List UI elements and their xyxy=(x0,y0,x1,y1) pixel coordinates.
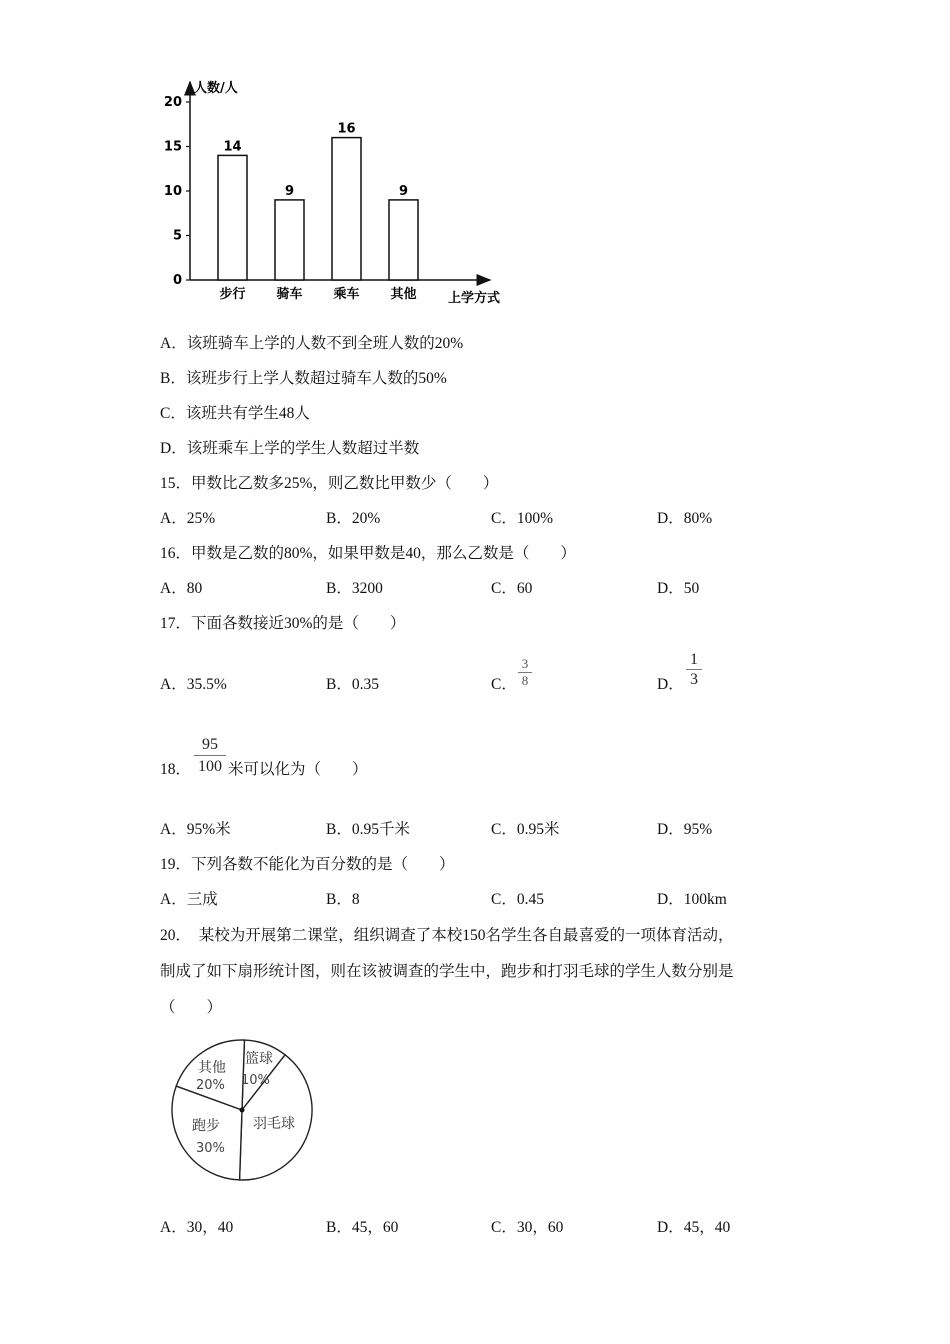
q18-prefix: 18． xyxy=(160,761,192,778)
bar-1 xyxy=(218,155,247,280)
fraction-denominator: 8 xyxy=(518,672,532,689)
q18-fraction xyxy=(194,734,226,777)
q14-option-d[interactable]: D．该班乘车上学的学生人数超过半数 xyxy=(160,440,420,457)
fraction-denominator: 3 xyxy=(686,669,702,689)
q18-option-a[interactable]: A．95%米 xyxy=(160,821,231,838)
x-category-label: 步行 xyxy=(219,287,246,302)
q15-option-b[interactable]: B．20% xyxy=(326,510,381,527)
q20-option-d[interactable]: D．45，40 xyxy=(657,1219,731,1236)
q17-option-d[interactable]: D． xyxy=(657,676,684,693)
x-category-label: 骑车 xyxy=(276,287,303,302)
q15-option-a[interactable]: A．25% xyxy=(160,510,216,527)
q20-option-c[interactable]: C．30，60 xyxy=(491,1219,564,1236)
fraction-denominator: 100 xyxy=(194,755,226,777)
y-tick-label: 0 xyxy=(172,273,182,288)
q16-option-d[interactable]: D．50 xyxy=(657,580,700,597)
q18-option-b[interactable]: B．0.95千米 xyxy=(326,821,410,838)
q14-option-c[interactable]: C．该班共有学生48人 xyxy=(160,405,310,422)
q18-option-c[interactable]: C．0.95米 xyxy=(491,821,560,838)
x-axis-label: 上学方式 xyxy=(448,291,501,306)
pie-center-dot xyxy=(240,1108,245,1113)
fraction-numerator: 95 xyxy=(202,736,218,753)
q15-option-d[interactable]: D．80% xyxy=(657,510,713,527)
bar-data-label: 14 xyxy=(223,139,242,155)
q17-option-b[interactable]: B．0.35 xyxy=(326,676,379,693)
q16-option-a[interactable]: A．80 xyxy=(160,580,203,597)
q16-option-b[interactable]: B．3200 xyxy=(326,580,383,597)
pie-label-badminton: 羽毛球 xyxy=(253,1116,295,1132)
q17-option-c[interactable]: C． xyxy=(491,676,517,693)
bar-data-label: 9 xyxy=(284,183,295,199)
q19-option-c[interactable]: C．0.45 xyxy=(491,891,544,908)
bar-chart xyxy=(160,72,520,312)
y-tick-label: 20 xyxy=(163,95,182,110)
pie-pct-other: 20% xyxy=(196,1078,225,1093)
q20-stem-line-2: 制成了如下扇形统计图，则在该被调查的学生中，跑步和打羽毛球的学生人数分别是 xyxy=(160,963,734,980)
pie-chart xyxy=(168,1036,318,1186)
q14-option-a[interactable]: A．该班骑车上学的人数不到全班人数的20% xyxy=(160,335,464,352)
pie-label-basketball: 篮球 xyxy=(245,1051,273,1067)
q15-option-c[interactable]: C．100% xyxy=(491,510,554,527)
q20-stem-line-3: （ ） xyxy=(160,999,223,1016)
q14-option-b[interactable]: B．该班步行上学人数超过骑车人数的50% xyxy=(160,370,447,387)
q16-stem: 16．甲数是乙数的80%，如果甲数是40，那么乙数是（ ） xyxy=(160,545,576,562)
q19-option-b[interactable]: B．8 xyxy=(326,891,360,908)
q17-fraction-d xyxy=(686,650,702,689)
pie-pct-basketball: 10% xyxy=(241,1073,270,1088)
q20-option-a[interactable]: A．30，40 xyxy=(160,1219,234,1236)
fraction-numerator: 3 xyxy=(521,656,529,671)
y-tick-label: 5 xyxy=(172,228,182,244)
y-tick-label: 10 xyxy=(163,184,182,199)
bar-2 xyxy=(275,200,304,280)
q17-fraction-c xyxy=(518,656,532,689)
q17-stem: 17．下面各数接近30%的是（ ） xyxy=(160,615,406,632)
pie-pct-running: 30% xyxy=(196,1141,225,1156)
bar-data-label: 9 xyxy=(398,183,409,199)
q19-option-a[interactable]: A．三成 xyxy=(160,891,218,908)
q19-option-d[interactable]: D．100km xyxy=(657,891,727,908)
bar-3 xyxy=(332,138,361,280)
q20-stem-line-1: 20． 某校为开展第二课堂，组织调查了本校150名学生各自最喜爱的一项体育活动， xyxy=(160,927,734,944)
bar-4 xyxy=(389,200,418,280)
q16-option-c[interactable]: C．60 xyxy=(491,580,533,597)
y-axis-label: 人数/人 xyxy=(194,81,238,96)
y-tick-label: 15 xyxy=(163,139,182,155)
q15-stem: 15．甲数比乙数多25%，则乙数比甲数少（ ） xyxy=(160,475,499,492)
pie-label-other: 其他 xyxy=(198,1060,226,1076)
fraction-numerator: 1 xyxy=(690,651,698,668)
pie-label-running: 跑步 xyxy=(192,1118,220,1134)
q18-stem: 米可以化为（ ） xyxy=(228,761,368,778)
bar-data-label: 16 xyxy=(337,121,356,137)
q20-option-b[interactable]: B．45，60 xyxy=(326,1219,399,1236)
x-category-label: 乘车 xyxy=(333,287,360,302)
q17-option-a[interactable]: A．35.5% xyxy=(160,676,227,693)
q18-option-d[interactable]: D．95% xyxy=(657,821,713,838)
q19-stem: 19．下列各数不能化为百分数的是（ ） xyxy=(160,856,455,873)
x-category-label: 其他 xyxy=(390,287,417,302)
